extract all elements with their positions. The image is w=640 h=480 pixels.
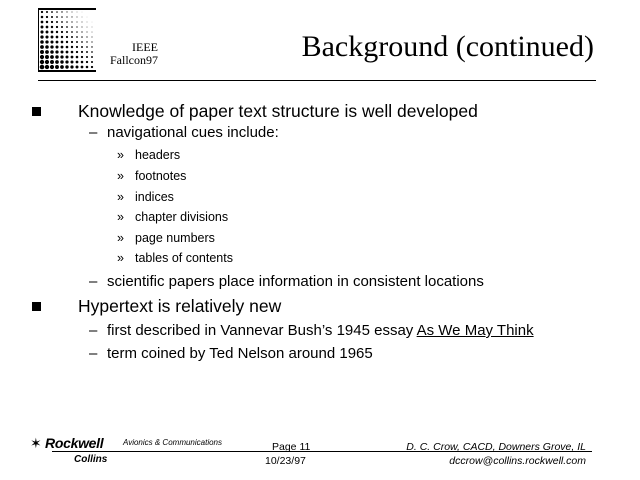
dot-pattern-logo [38,8,96,72]
bullet-2-sub-1-text: first described in Vannevar Bush’s 1945 essay [107,322,417,339]
page-number: Page 11 [272,441,311,453]
company-division: Collins [74,454,108,465]
chevron-bullet-icon: » [117,169,124,183]
nav-cue-item: indices [135,190,174,204]
conference-name: IEEE [132,40,158,54]
bullet-2-sub-2-text: term coined by Ted Nelson around 1965 [107,345,373,362]
author-info: D. C. Crow, CACD, Downers Grove, IL [406,441,586,453]
essay-title-link[interactable]: As We May Think [416,322,534,339]
nav-cue-item: tables of contents [135,251,233,265]
square-bullet-icon [32,107,41,116]
company-brand: Rockwell [45,435,104,451]
author-email: dccrow@collins.rockwell.com [449,455,586,467]
bullet-2-sub-1 [107,322,534,339]
dash-bullet-icon: – [89,345,98,362]
chevron-bullet-icon: » [117,251,124,265]
conference-year: Fallcon97 [110,53,158,67]
title-divider [38,80,596,81]
nav-cue-item: headers [135,148,181,162]
nav-cue-item: chapter divisions [135,210,229,224]
dash-bullet-icon: – [89,322,98,339]
chevron-bullet-icon: » [117,148,124,162]
company-logo [30,435,103,452]
nav-cue-item: page numbers [135,231,215,245]
dash-bullet-icon: – [89,124,98,141]
conference-logo-icon [38,8,96,72]
slide-title: Background (continued) [301,30,594,63]
bullet-1-text: Knowledge of paper text structure is well developed [78,101,478,121]
slide-date: 10/23/97 [265,455,306,467]
bullet-1-sub-2-text: scientific papers place information in consistent locations [107,273,484,290]
chevron-bullet-icon: » [117,210,124,224]
dash-bullet-icon: – [89,273,98,290]
nav-cue-item: footnotes [135,169,187,183]
chevron-bullet-icon: » [117,190,124,204]
bullet-2-text: Hypertext is relatively new [78,296,282,316]
bullet-1-sub-1-text: navigational cues include: [107,124,279,141]
chevron-bullet-icon: » [117,231,124,245]
square-bullet-icon [32,302,41,311]
rockwell-star-icon: ✶ [30,435,42,451]
company-tagline: Avionics & Communications [123,438,223,447]
